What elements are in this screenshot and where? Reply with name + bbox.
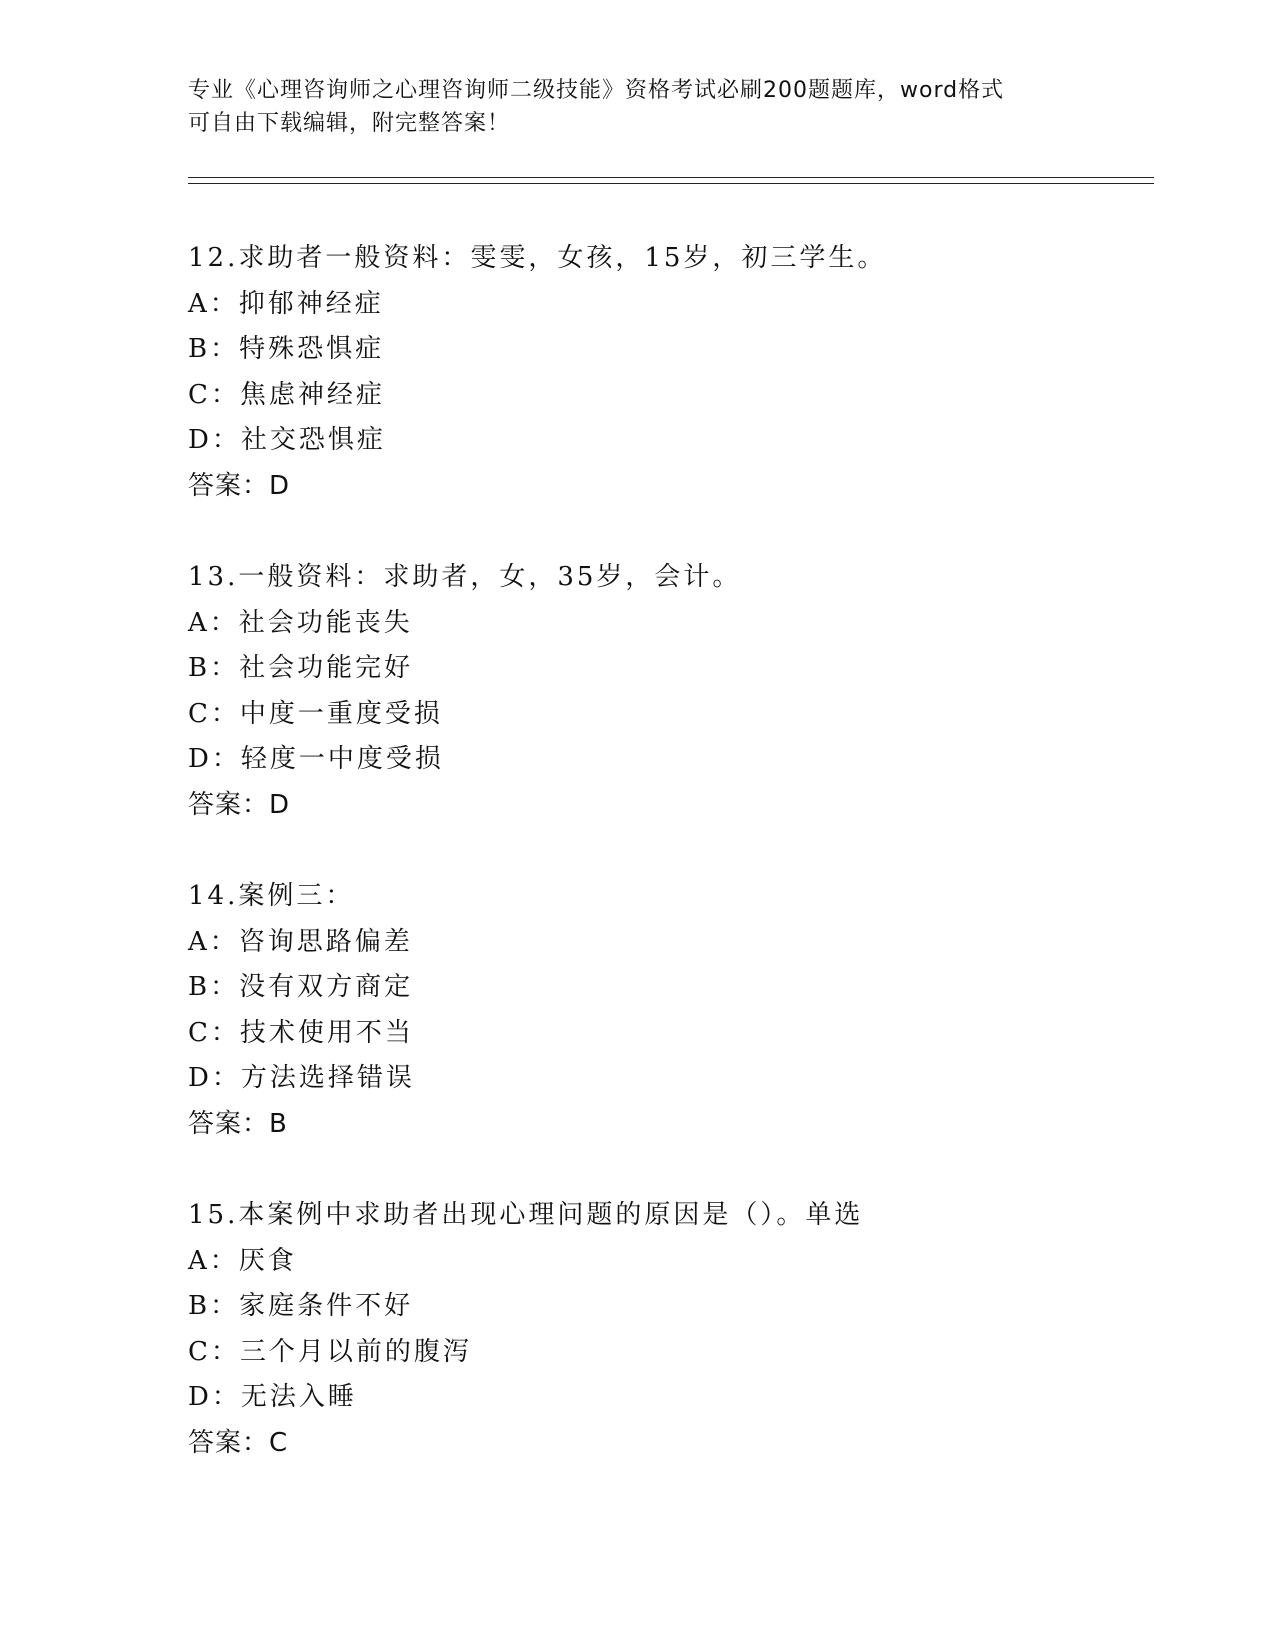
header-line-2: 可自由下载编辑，附完整答案！ [188,111,511,136]
answer-line: 答案：D [188,470,291,501]
header-divider-bottom [188,183,1154,184]
question-block [188,555,1148,829]
question-stem: 14.案例三： [188,881,355,911]
answer-line: 答案：D [188,789,291,820]
header-line-1: 专业《心理咨询师之心理咨询师二级技能》资格考试必刷200题题库，word格式 [188,78,1005,103]
option-b: B：家庭条件不好 [188,1291,414,1322]
question-stem: 12.求助者一般资料：雯雯，女孩，15岁，初三学生。 [188,243,887,273]
option-d: D：轻度一中度受损 [188,744,444,775]
answer-line: 答案：B [188,1108,288,1139]
option-b: B：没有双方商定 [188,972,414,1003]
header-divider-top [188,177,1154,178]
question-stem: 13.一般资料：求助者，女，35岁，会计。 [188,562,742,592]
answer-line: 答案：C [188,1427,289,1458]
option-a: A：抑郁神经症 [188,288,384,319]
option-a: A：厌食 [188,1245,297,1276]
option-c: C：焦虑神经症 [188,379,385,410]
option-b: B：特殊恐惧症 [188,334,385,365]
option-d: D：无法入睡 [188,1382,357,1413]
question-block [188,1193,1148,1467]
option-a: A：咨询思路偏差 [188,926,413,957]
question-stem: 15.本案例中求助者出现心理问题的原因是（）。单选 [188,1200,864,1230]
option-b: B：社会功能完好 [188,653,414,684]
document-header [188,74,1088,140]
option-a: A：社会功能丧失 [188,607,413,638]
question-block [188,874,1148,1148]
option-c: C：技术使用不当 [188,1017,414,1048]
option-d: D：社交恐惧症 [188,425,386,456]
question-block [188,236,1148,510]
option-c: C：中度一重度受损 [188,698,443,729]
option-c: C：三个月以前的腹泻 [188,1336,472,1367]
option-d: D：方法选择错误 [188,1063,415,1094]
